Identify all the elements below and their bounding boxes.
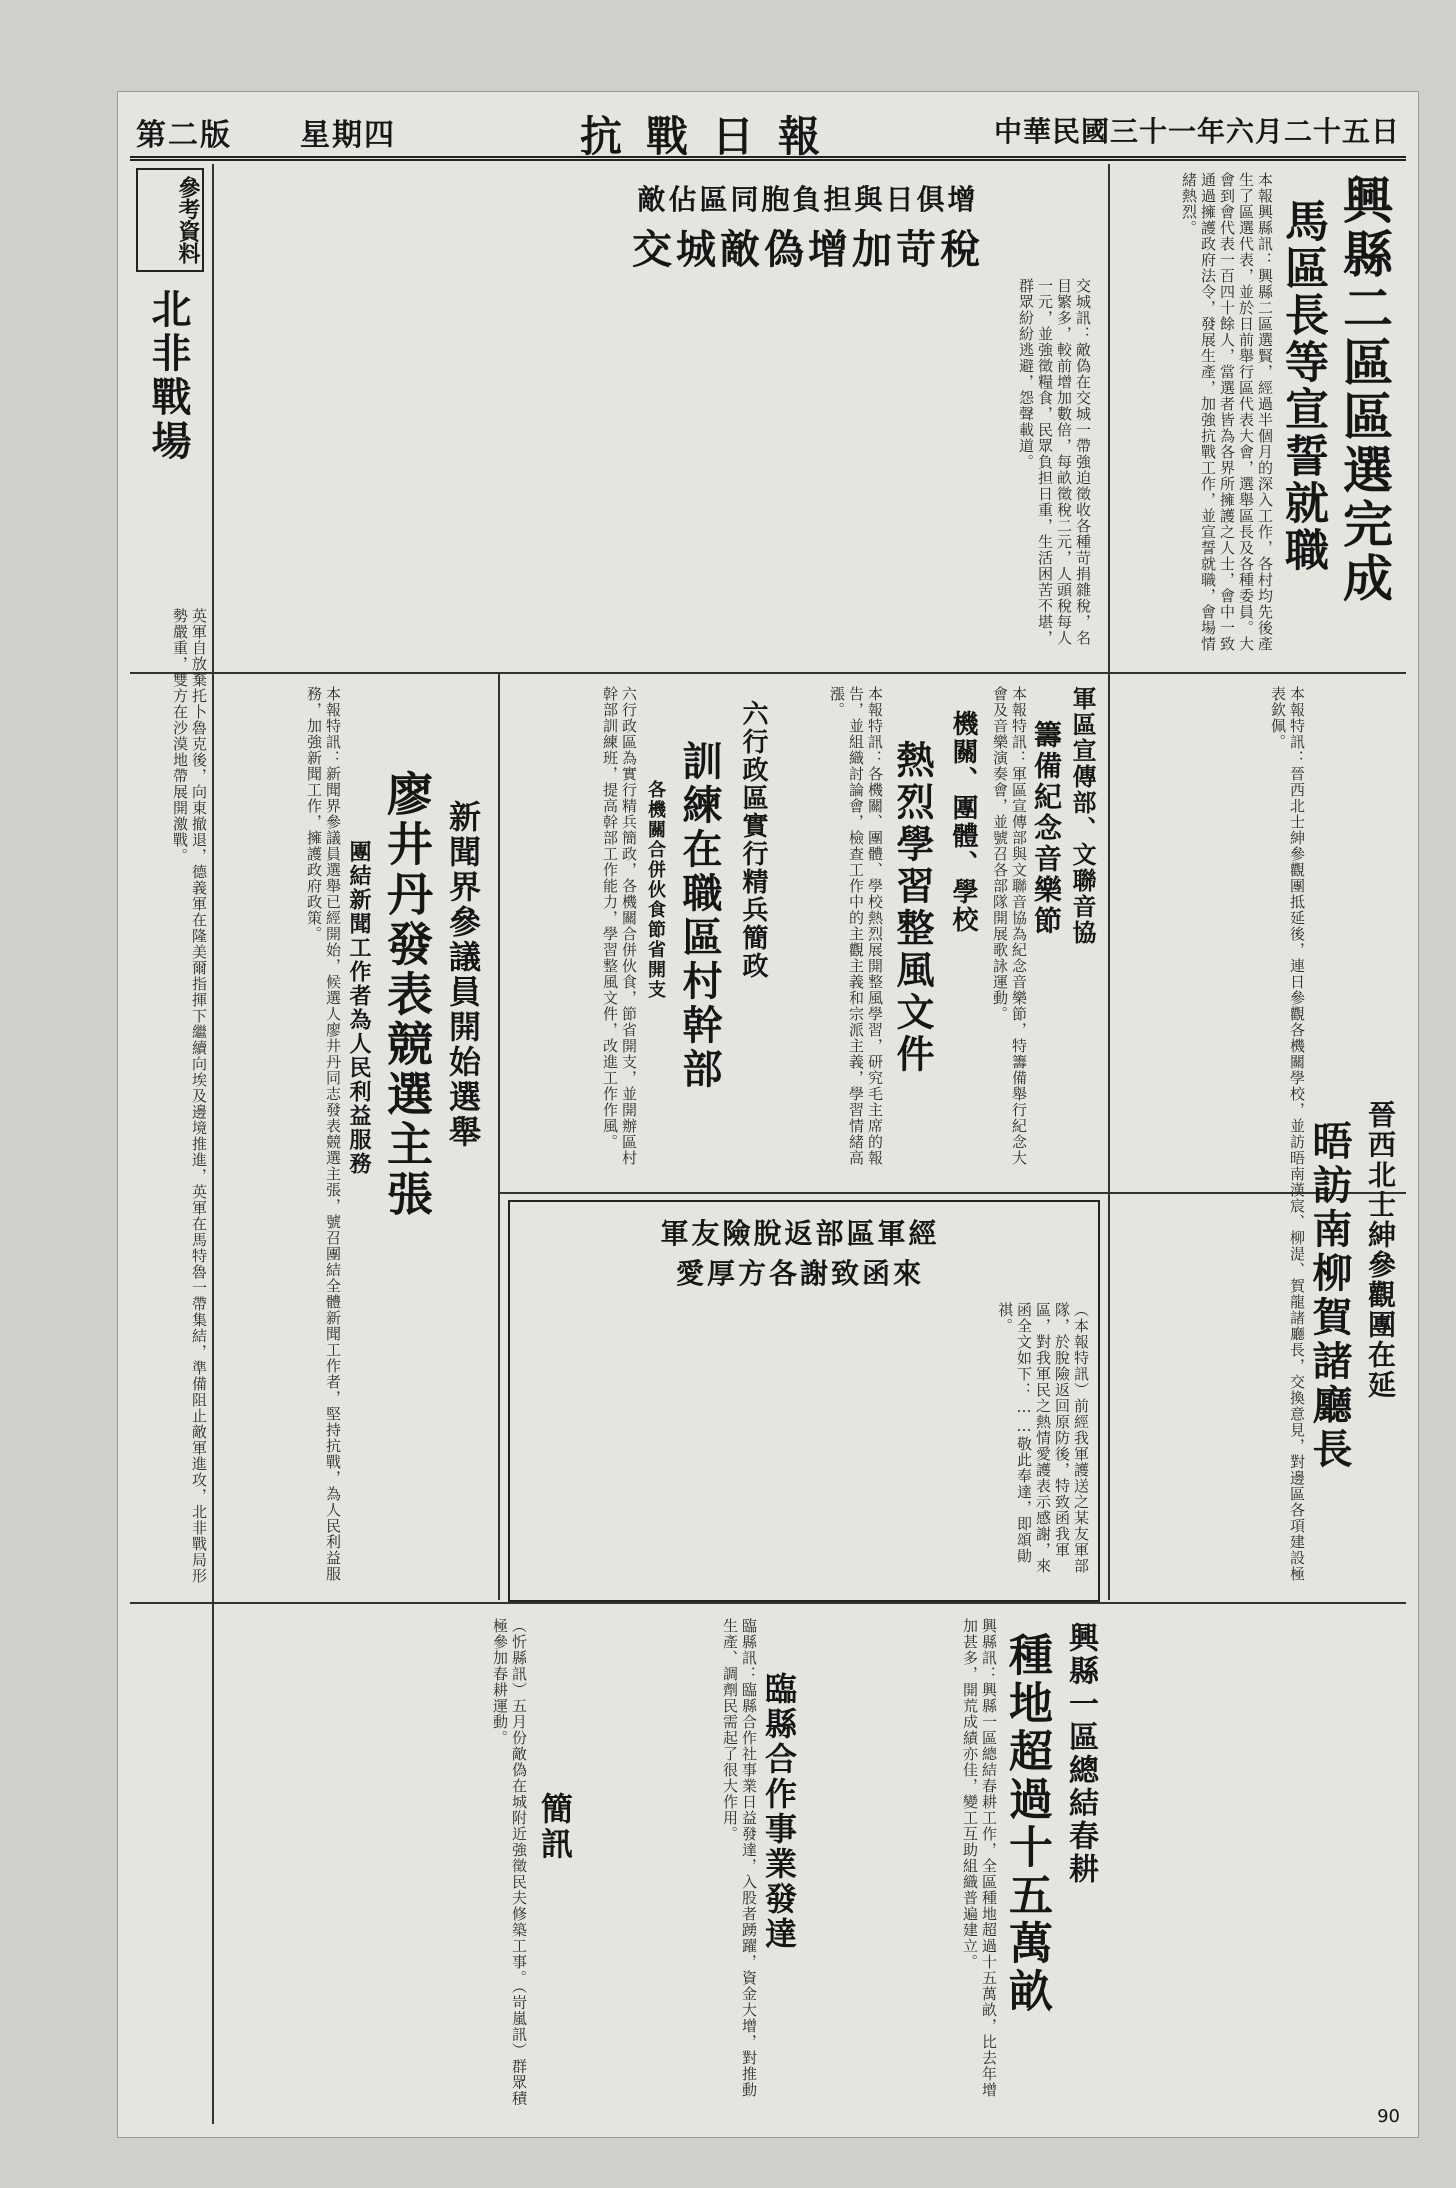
headline: 六行政區實行精兵簡政 — [738, 700, 768, 980]
headline: 臨縣合作事業發達 — [760, 1672, 798, 1952]
article-body: 本報特訊：晉西北士紳參觀團抵延後，連日參觀各機關學校，並訪晤南漢宸、柳湜、賀龍諸廳長，交換意見，對邊區各項建設極表欽佩。 — [1269, 686, 1306, 1582]
article-music-festival — [991, 680, 1104, 1185]
article-body: 英軍自放棄托卜魯克後，向東撤退，德義軍在隆美爾指揮下繼續向埃及邊境推進，英軍在馬特魯一帶集結，準備阻止敵軍進攻，北非戰局形勢嚴重，雙方在沙漠地帶展開激戰。 — [171, 608, 208, 1584]
subheadline: 廖井丹發表競選主張 — [380, 770, 434, 1220]
article-jiaocheng-tax — [508, 168, 1098, 668]
subheadline: 種地超過十五萬畝 — [1001, 1632, 1052, 2016]
headline: 敵佔區同胞負担與日俱增 — [637, 183, 979, 216]
subheadline: 籌備紀念音樂節 — [1030, 720, 1063, 937]
divider — [498, 674, 500, 1600]
divider — [130, 672, 1406, 674]
article-spring-plowing — [818, 1612, 1108, 2117]
divider — [130, 1602, 1406, 1604]
article-body: 本報特訊：新聞界參議員選舉已經開始，候選人廖井丹同志發表競選主張，號召團結全體新聞工作者，堅持抗戰，為人民利益服務，加強新聞工作，擁護政府政策。 — [305, 686, 342, 1582]
article-gentry-visit — [1118, 680, 1406, 1595]
article-body: 交城訊：敵偽在交城一帶強迫徵收各種苛捐雜稅，名目繁多，較前增加數倍，每畝徵稅二元，人頭稅每人一元，並強徵糧食，民眾負担日重，生活困苦不堪，群眾紛紛逃避，怨聲載道。 — [1017, 278, 1092, 646]
headline: 軍區宣傳部、文聯音協 — [1068, 686, 1096, 946]
article-cooperative — [598, 1612, 808, 2117]
divider — [1108, 164, 1110, 1600]
kicker: 團結新聞工作者為人民利益服務 — [346, 840, 371, 1176]
issue-date: 中華民國三十一年六月二十五日 — [993, 115, 1400, 148]
article-body: （本報特訊）前經我軍護送之某友軍部隊，於脫險返回原防後，特致函我軍區，對我軍民之熱情愛護表示感謝，來函全文如下：……敬此奉達，即頌勛祺。 — [996, 1302, 1090, 1574]
headline: 軍友險脫返部區軍經 — [660, 1217, 940, 1250]
subheadline: 訓練在職區村幹部 — [676, 740, 722, 1092]
article-thanks-letter — [508, 1200, 1100, 1602]
subheadline: 交城敵偽增加苛稅 — [632, 227, 984, 273]
article-north-africa — [130, 168, 210, 1598]
article-body: 本報特訊：各機關、團體、學校熱烈展開整風學習，研究毛主席的報告，並組織討論會，檢查工作中的主觀主義和宗派主義，學習情緒高漲。 — [828, 686, 884, 1166]
page-label: 第二版 — [136, 118, 232, 153]
headline: 機關、團體、學校 — [948, 710, 978, 934]
article-news-briefs — [222, 1612, 588, 2117]
weekday: 星期四 — [300, 118, 396, 153]
headline: 興縣二區區選完成 — [1335, 174, 1393, 606]
headline: 興縣一區總結春耕 — [1063, 1622, 1098, 1886]
divider — [212, 164, 214, 2124]
article-body: 臨縣訊：臨縣合作社事業日益發達，入股者踴躍，資金大增，對推動生產、調劑民需起了很大作用。 — [721, 1618, 758, 2098]
column-tag: 參考資料 — [136, 168, 204, 272]
subheadline: 馬區長等宣誓就職 — [1277, 198, 1328, 574]
subheadline: 熱烈學習整風文件 — [890, 740, 934, 1076]
masthead — [130, 104, 1406, 161]
paper-name: 抗戰日報 — [580, 112, 845, 161]
article-xing-county-election — [1118, 168, 1406, 668]
article-body: 本報特訊：軍區宣傳部與文聯音協為紀念音樂節，特籌備舉行紀念大會及音樂演奏會，並號召各部隊開展歌詠運動。 — [991, 686, 1028, 1166]
page-number: 90 — [1377, 2106, 1400, 2127]
headline: 新聞界參議員開始選舉 — [444, 800, 482, 1150]
article-press-election — [222, 680, 492, 1595]
headline: 北非戰場 — [145, 288, 191, 464]
article-body: 本報興縣訊：興縣二區選賢，經過半個月的深入工作，各村均先後產生了區選代表，並於日前舉行區代表大會，選舉區長及各種委員。大會到會代表一百四十餘人，當選者皆為各界所擁護之人士，會中一致通過擁護政府法令，發展生產，加強抗戰工作，並宣誓就職，會場情緒熱烈。 — [1180, 172, 1274, 652]
article-rectification-study — [788, 680, 988, 1185]
article-body: （忻縣訊）五月份敵偽在城附近強徵民夫修築工事。（岢嵐訊）群眾積極參加春耕運動。 — [491, 1618, 528, 2107]
article-body: 興縣訊：興縣一區總結春耕工作，全區種地超過十五萬畝，比去年增加甚多，開荒成績亦佳，變工互助組織普遍建立。 — [961, 1618, 998, 2098]
article-body: 六行政區為實行精兵簡政，各機關合併伙食，節省開支，並開辦區村幹部訓練班，提高幹部工作能力，學習整風文件，改進工作作風。 — [601, 686, 638, 1166]
newspaper-page — [118, 92, 1418, 2137]
headline: 晉西北士紳參觀團在延 — [1364, 1100, 1397, 1400]
kicker: 各機關合併伙食節省開支 — [645, 780, 666, 1000]
subheadline: 愛厚方各謝致函來 — [675, 1257, 924, 1290]
subheadline: 晤訪南柳賀諸廳長 — [1306, 1120, 1352, 1472]
article-sixth-district — [518, 680, 778, 1185]
headline: 簡訊 — [536, 1792, 574, 1862]
